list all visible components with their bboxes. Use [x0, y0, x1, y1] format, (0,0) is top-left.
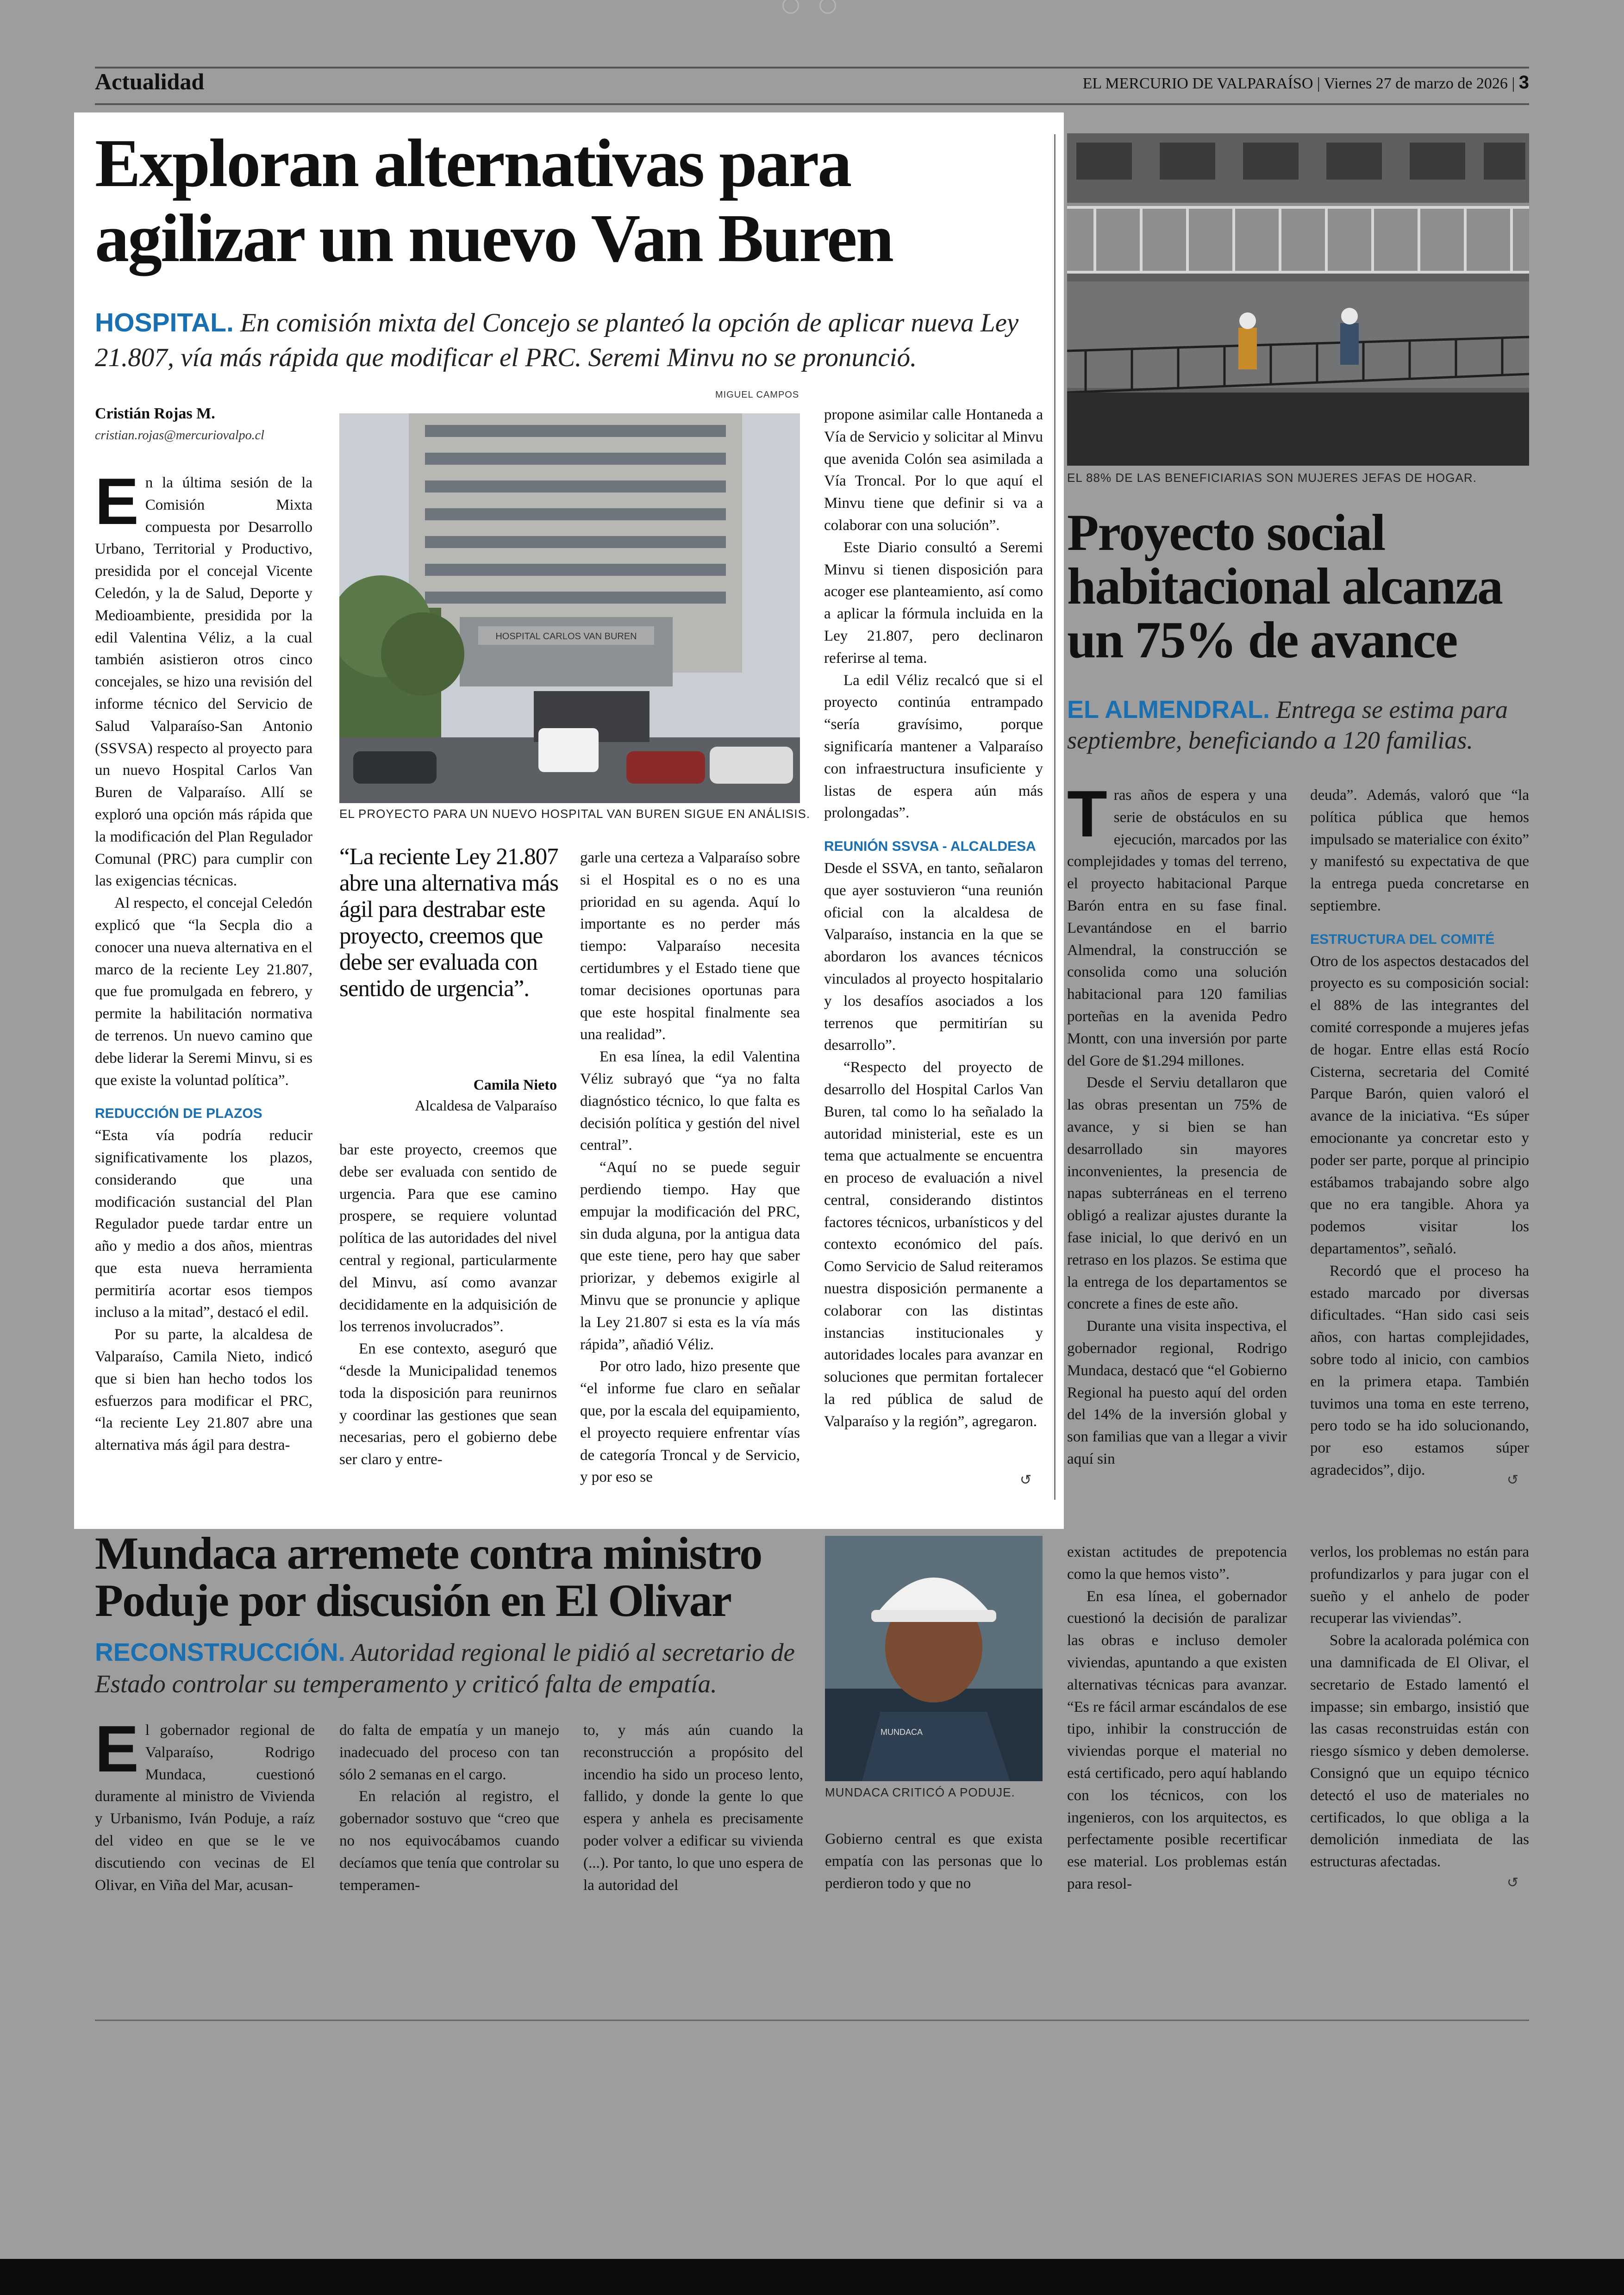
paragraph: En ese contexto, aseguró que “desde la Municipalidad tenemos toda la disposición para reunirnos y coordinar las gestiones que sean necesarias, pero el gobierno debe ser claro y entre-	[339, 1341, 557, 1468]
paragraph: “Esta vía podría reducir significativamente los plazos, considerando que una modificación sustancial del Plan Regulador puede tardar entre un año y medio a dos años, mientras que esta nueva herramienta permitiría acortar esos tiempos incluso a la mitad”, destacó el edil.	[95, 1127, 312, 1321]
bottom-column-5	[1067, 1541, 1287, 1896]
hospital-sign: HOSPITAL CARLOS VAN BUREN	[495, 631, 637, 642]
paragraph: to, y más aún cuando la reconstrucción a propósito del incendio ha sido un proceso lento, fallido, y donde la gente lo que espera y anhela es precisamente poder volver a edificar su vivienda (...). Por tanto, lo que uno espera de la autoridad del	[583, 1722, 803, 1894]
viewer-bottom-bar	[0, 2259, 1624, 2295]
paragraph: “Respecto del proyecto de desarrollo del Hospital Carlos Van Buren, tal como lo ha señalado la autoridad ministerial, este es un tema que actualmente se encuentra en proceso de evaluación a nivel central, considerando distintos factores técnicos, urbanísticos y del contexto económico del país. Como Servicio de Salud reiteramos nuestra disposición permanente a colaborar con las distintas instancias institucionales y autoridades locales para avanzar en soluciones que permitan fortalecer la red pública de salud de Valparaíso y la región”, agregaron.	[824, 1059, 1043, 1430]
paragraph: Durante una visita inspectiva, el gobernador regional, Rodrigo Mundaca, destacó que “el Gobierno Regional ha puesto aquí del orden del 14% de la inversión global y son familias que van a llegar a vivir aquí sin	[1067, 1318, 1287, 1467]
end-mark-icon: ↺	[1507, 1875, 1519, 1891]
mundaca-photo-illustration	[825, 1536, 1043, 1781]
page-scroll-indicator	[778, 0, 847, 16]
bottom-headline-line: Mundaca arremete contra ministro	[95, 1528, 762, 1579]
subhead: REUNIÓN SSVSA - ALCALDESA	[824, 839, 1036, 854]
main-column-1	[95, 465, 312, 1457]
bottom-deck-text: Autoridad regional le pidió al secretario de Estado controlar su temperamento y criticó falta de empatía.	[95, 1638, 795, 1698]
drop-cap: E	[95, 1712, 139, 1786]
main-kicker: HOSPITAL.	[95, 308, 234, 337]
issue-date: Viernes 27 de marzo de 2026	[1324, 75, 1508, 92]
masthead-line	[1083, 69, 1529, 97]
mundaca-photo	[825, 1536, 1043, 1781]
author-email[interactable]: cristian.rojas@mercuriovalpo.cl	[95, 428, 264, 443]
quote-role: Alcaldesa de Valparaíso	[415, 1097, 557, 1114]
main-deck-text: En comisión mixta del Concejo se planteó la opción de aplicar nueva Ley 21.807, vía más rápida que modificar el PRC. Seremi Minvu no se pronunció.	[95, 308, 1019, 372]
publication-name: EL MERCURIO DE VALPARAÍSO	[1082, 75, 1313, 92]
page-number: 3	[1518, 72, 1529, 93]
side-deck	[1067, 694, 1529, 755]
side-column-2	[1310, 785, 1529, 1482]
author-name: Cristián Rojas M.	[95, 405, 215, 422]
paragraph: Desde el Serviu detallaron que las obras presentan un 75% de avance, y si bien se han desarrollado sin mayores inconvenientes, la presencia de napas subterráneas en el terreno obligó a realizar ajustes durante la fase inicial, lo que derivó en un retraso en los plazos. Se estima que la entrega de los departamentos se concrete a fines de este año.	[1067, 1074, 1287, 1313]
main-column-2	[339, 1139, 557, 1471]
bottom-column-4	[825, 1828, 1043, 1895]
end-mark-icon: ↺	[1020, 1472, 1032, 1488]
badge-text: MUNDACA	[881, 1727, 923, 1737]
paragraph: l gobernador regional de Valparaíso, Rodrigo Mundaca, cuestionó duramente al ministro de Vivienda y Urbanismo, Iván Poduje, a raíz del video en que se le ve discutiendo con vecinas de El Olivar, en Viña del Mar, acusan-	[95, 1722, 315, 1894]
side-headline-line: Proyecto social	[1067, 504, 1385, 561]
paragraph: Sobre la acalorada polémica con una damnificada de El Olivar, el secretario de Estado lamentó el impasse; sin embargo, insistió que las casas reconstruidas están con riesgo sísmico y deben demolerse. Consignó que un equipo técnico detectó el uso de materiales no certificados, lo que obliga a la demolición inmediata de las estructuras afectadas.	[1310, 1632, 1529, 1871]
side-photo-caption: EL 88% DE LAS BENEFICIARIAS SON MUJERES JEFAS DE HOGAR.	[1067, 471, 1477, 485]
paragraph: do falta de empatía y un manejo inadecuado del proceso con tan sólo 2 semanas en el cargo.	[339, 1722, 559, 1783]
bottom-photo-caption: MUNDACA CRITICÓ A PODUJE.	[825, 1785, 1015, 1799]
header-separator: |	[1317, 75, 1320, 92]
paragraph: “Aquí no se puede seguir perdiendo tiempo. Hay que empujar la modificación del PRC, sin duda alguna, por la antigua data que este tiene, pero hay que saber priorizar, y debemos exigirle al Minvu que se pronuncie y aplique la Ley 21.807 si esta es la vía más rápida”, añadió Véliz.	[580, 1159, 800, 1353]
scroll-dot	[782, 0, 799, 14]
paragraph: En esa línea, la edil Valentina Véliz subrayó que “ya no falta diagnóstico técnico, lo que falta es decisión política y gestión del nivel central”.	[580, 1048, 800, 1154]
paragraph: bar este proyecto, creemos que debe ser evaluada con sentido de urgencia. Para que ese camino prospere, se requiere voluntad política de las autoridades del nivel central y regional, particularmente del Minvu, así como avanzar decididamente en la adquisición de los terrenos involucrados”.	[339, 1141, 557, 1335]
paragraph: En esa línea, el gobernador cuestionó la decisión de paralizar las obras e incluso demoler viviendas, apuntando a que existen alternativas técnicas para avanzar. “Es re fácil armar escándalos de ese tipo, inhibir la construcción de viviendas porque el material no está certificado, pero aquí hablando con los técnicos, con los ingenieros, con los arquitectos, es perfectamente posible recertificar ese material. Los problemas están para resol-	[1067, 1588, 1287, 1892]
main-photo-caption: EL PROYECTO PARA UN NUEVO HOSPITAL VAN BUREN SIGUE EN ANÁLISIS.	[339, 807, 811, 821]
paragraph: Al respecto, el concejal Celedón explicó que “la Secpla dio a conocer una nueva alternativa en el marco de la reciente Ley 21.807, que fue promulgada en febrero, y permite la habilitación normativa de terrenos. Un nuevo camino que debe liderar la Seremi Minvu, si es que existe la voluntad política”.	[95, 895, 312, 1089]
main-column-3	[580, 847, 800, 1489]
quote-name: Camila Nieto	[473, 1076, 557, 1093]
paragraph: Este Diario consultó a Seremi Minvu si tienen disposición para acoger ese planteamiento, así como a aplicar la fórmula incluida en la Ley 21.807, pero declinaron referirse al tema.	[824, 539, 1043, 667]
side-headline	[1067, 506, 1502, 667]
paragraph: deuda”. Además, valoró que “la política pública que hemos impulsado se materialice con éxito” y manifestó su expectativa de que la entrega pueda concretarse en septiembre.	[1310, 787, 1529, 914]
paragraph: Gobierno central es que exista empatía con las personas que lo perdieron todo y que no	[825, 1831, 1043, 1892]
main-deck	[95, 306, 1049, 375]
paragraph: Recordó que el proceso ha estado marcado por diversas dificultades. “Han sido casi seis años, con hartas complejidades, sobre todo al inicio, con cambios en la primera etapa. También tuvimos una toma en este terreno, pero todo se ha ido solucionando, por eso estamos súper agradecidos”, dijo.	[1310, 1262, 1529, 1478]
drop-cap: E	[95, 465, 139, 538]
bottom-kicker: RECONSTRUCCIÓN.	[95, 1638, 345, 1666]
side-headline-line: habitacional alcanza	[1067, 558, 1503, 615]
paragraph: n la última sesión de la Comisión Mixta compuesta por Desarrollo Urbano, Territorial y Productivo, presidida por el concejal Vicente Celedón, y la de Salud, Deporte y Medioambiente, presidida por la edil Valentina Véliz, a la cual también asistieron otros cinco concejales, se hizo una revisión del informe técnico del Servicio de Salud Valparaíso-San Antonio (SSVSA) respecto al proyecto para un nuevo Hospital Carlos Van Buren de Valparaíso. Allí se exploró una opción más rápida que la modificación del Plan Regulador Comunal (PRC) para cumplir con las exigencias técnicas.	[95, 474, 312, 890]
section-label: Actualidad	[95, 69, 205, 94]
drop-cap: T	[1067, 777, 1107, 851]
bottom-headline-line: Poduje por discusión en El Olivar	[95, 1575, 731, 1626]
end-mark-icon: ↺	[1507, 1472, 1519, 1488]
bottom-column-3	[583, 1720, 803, 1896]
paragraph: Desde el SSVA, en tanto, señalaron que ayer sostuvieron “una reunión oficial con la alcaldesa de Valparaíso, instancia en la que se abordaron los avances técnicos vinculados al proyecto hospitalario y los desafíos asociados a los terrenos que permitirían su desarrollo”.	[824, 860, 1043, 1054]
column-divider	[1054, 134, 1056, 1500]
header-bottom-rule	[95, 103, 1529, 105]
paragraph: ras años de espera y una serie de obstáculos en su ejecución, marcados por las complejidades y tomas del terreno, el proyecto habitacional Parque Barón entra en su fase final. Levantándose en el barrio Almendral, la construcción se consolida como una solución habitacional para 120 familias porteñas en la avenida Pedro Montt, con una inversión por parte del Gore de $1.294 millones.	[1067, 787, 1287, 1069]
side-kicker: EL ALMENDRAL.	[1067, 696, 1270, 723]
bottom-column-1	[95, 1712, 315, 1896]
hospital-photo-illustration	[339, 413, 800, 803]
paragraph: propone asimilar calle Hontaneda a Vía de Servicio y solicitar al Minvu que avenida Colón sea asimilada a Vía Troncal. Por lo que aquí el Minvu tiene que definir si va a colaborar con una solución”.	[824, 406, 1043, 534]
paragraph: La edil Véliz recalcó que si el proyecto continúa entrampado “sería gravísimo, porque significaría mantener a Valparaíso con infraestructura insuficiente y listas de espera aún más prolongadas”.	[824, 672, 1043, 822]
main-headline-line: Exploran alternativas para	[95, 125, 851, 201]
side-column-1	[1067, 777, 1287, 1471]
subhead: ESTRUCTURA DEL COMITÉ	[1310, 931, 1495, 947]
paragraph: Por su parte, la alcaldesa de Valparaíso, Camila Nieto, indicó que si bien han hecho todos los esfuerzos para modificar el PRC, “la reciente Ley 21.807 abre una alternativa más ágil para destra-	[95, 1326, 312, 1454]
header-top-rule	[95, 67, 1529, 69]
header-separator: |	[1512, 75, 1515, 92]
paragraph: verlos, los problemas no están para profundizarlos y para jugar con el sueño y el anhelo de poder recuperar las viviendas”.	[1310, 1544, 1529, 1627]
side-headline-line: un 75% de avance	[1067, 611, 1457, 669]
photo-credit: MIGUEL CAMPOS	[715, 390, 800, 400]
paragraph: En relación al registro, el gobernador sostuvo que “creo que no nos equivocábamos cuando decíamos que tenía que controlar su temperamen-	[339, 1788, 559, 1894]
paragraph: Otro de los aspectos destacados del proyecto es su composición social: el 88% de las integrantes del comité corresponde a mujeres jefas de hogar. Entre ellas está Rocío Cisterna, secretaria del Comité Parque Barón, quien valoró el avance de la iniciativa. “Es súper emocionante ya concretar esto y poder ser parte, porque al principio estábamos trabajando sobre algo que no era tangible. Ahora ya podemos visitar los departamentos”, señaló.	[1310, 953, 1529, 1257]
pull-quote: “La reciente Ley 21.807 abre una alternativa más ágil para destrabar este proyecto, creemos que debe ser evaluada con sentido de urgencia”.	[339, 844, 559, 1002]
paragraph: existan actitudes de prepotencia como la que hemos visto”.	[1067, 1544, 1287, 1583]
bottom-column-6	[1310, 1541, 1529, 1873]
bottom-headline	[95, 1530, 762, 1624]
page-bottom-rule	[95, 2020, 1529, 2021]
main-headline	[95, 126, 893, 276]
subhead: REDUCCIÓN DE PLAZOS	[95, 1106, 262, 1122]
housing-photo-illustration	[1067, 133, 1529, 466]
bottom-column-2	[339, 1720, 559, 1896]
paragraph: Por otro lado, hizo presente que “el informe fue claro en señalar que, por la escala del equipamiento, el proyecto requiere enfrentar vías de categoría Troncal y de Servicio, y por eso se	[580, 1358, 800, 1486]
paragraph: garle una certeza a Valparaíso sobre si el Hospital es o no es una prioridad en su agenda. Aquí lo importante es no perder más tiempo: Valparaíso necesita certidumbres y el Estado tiene que tomar decisiones oportunas para que este hospital finalmente sea una realidad”.	[580, 849, 800, 1043]
main-column-4	[824, 404, 1043, 1433]
scroll-dot	[819, 0, 836, 14]
main-headline-line: agilizar un nuevo Van Buren	[95, 200, 893, 276]
housing-photo	[1067, 133, 1529, 466]
bottom-deck	[95, 1636, 817, 1700]
hospital-photo	[339, 413, 800, 803]
side-deck-text: Entrega se estima para septiembre, beneficiando a 120 familias.	[1067, 696, 1508, 754]
